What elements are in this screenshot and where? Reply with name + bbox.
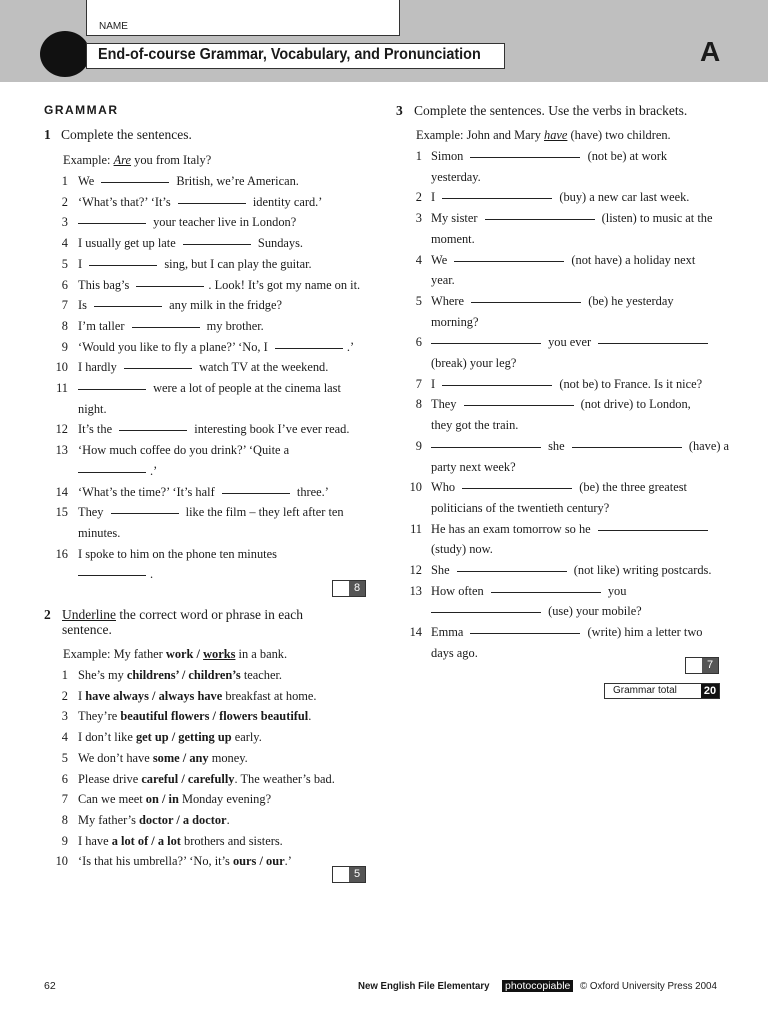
answer-blank[interactable] <box>598 343 708 344</box>
ex1-item-8: I’m taller my brother. <box>78 318 264 333</box>
answer-blank[interactable] <box>462 488 572 489</box>
ex1-item-15-cont: minutes. <box>78 525 121 540</box>
ex2-item-5: We don’t have some / any money. <box>78 750 248 765</box>
ex1-item-6: This bag’s . Look! It’s got my name on it. <box>78 277 361 292</box>
item-number: 13 <box>55 443 68 458</box>
ex3-line-4: moment. <box>431 231 475 246</box>
ex2-item-9: I have a lot of / a lot brothers and sisters. <box>78 833 283 848</box>
item-number: 9 <box>61 833 68 848</box>
item-number: 3 <box>61 709 68 724</box>
ex1-example-answer: Are <box>113 153 132 167</box>
photocopiable-badge: photocopiable <box>502 980 573 992</box>
ex1-item-11: were a lot of people at the cinema last <box>78 381 341 395</box>
answer-blank[interactable] <box>572 447 682 448</box>
option-b[interactable]: any <box>189 750 209 765</box>
answer-blank[interactable] <box>457 571 567 572</box>
item-number: 7 <box>61 298 68 313</box>
answer-blank[interactable] <box>78 472 146 473</box>
ex2-item-8: My father’s doctor / a doctor. <box>78 812 230 827</box>
ex1-item-5: I sing, but I can play the guitar. <box>78 256 312 271</box>
answer-blank[interactable] <box>464 405 574 406</box>
answer-blank[interactable] <box>442 385 552 386</box>
ex3-line-21: How often you <box>431 583 627 598</box>
option-a[interactable]: childrens’ <box>126 668 179 682</box>
answer-blank[interactable] <box>94 306 162 307</box>
ex3-line-13: they got the train. <box>431 418 519 433</box>
item-number: 2 <box>61 688 68 703</box>
ex3-line-16: Who (be) the three greatest <box>431 480 687 495</box>
item-number: 12 <box>409 563 422 577</box>
item-number: 13 <box>409 583 422 598</box>
item-number: 6 <box>61 277 68 292</box>
answer-blank[interactable] <box>178 203 246 204</box>
ex1-item-12: It’s the interesting book I’ve ever read. <box>78 422 350 437</box>
option-a[interactable]: on <box>145 792 159 807</box>
item-number: 11 <box>410 521 422 536</box>
answer-blank[interactable] <box>132 327 200 328</box>
item-number: 10 <box>55 854 68 869</box>
option-b[interactable]: children’s <box>188 668 241 682</box>
ex2-item-2: I have always / always have breakfast at home. <box>78 688 317 703</box>
option-b[interactable]: in <box>168 792 179 807</box>
ex1-number: 1 <box>44 127 51 142</box>
option-b[interactable]: always have <box>158 688 223 703</box>
ex1-instruction: Complete the sentences. <box>61 127 192 142</box>
item-number: 16 <box>55 546 68 561</box>
ex2-item-7: Can we meet on / in Monday evening? <box>78 792 272 807</box>
ex1-item-4: I usually get up late Sundays. <box>78 236 304 251</box>
item-number: 10 <box>409 480 422 495</box>
ex1-item-3: your teacher live in London? <box>78 215 296 229</box>
ex2-item-3: They’re beautiful flowers / flowers beautiful. <box>78 709 312 724</box>
ex3-line-5: We (not have) a holiday next <box>431 252 696 267</box>
option-b[interactable]: carefully <box>187 771 235 786</box>
ex1-item-11-cont: night. <box>78 401 107 416</box>
answer-blank[interactable] <box>78 389 146 390</box>
item-number: 3 <box>61 215 68 230</box>
ex2-score: 5 <box>349 867 365 882</box>
version-letter: A <box>700 36 721 67</box>
ex3-instruction: Complete the sentences. Use the verbs in brackets. <box>414 103 688 118</box>
ex1-item-13-cont: .’ <box>78 464 157 478</box>
item-number: 4 <box>61 730 68 745</box>
ex2-item-6: Please drive careful / carefully. The weather’s bad. <box>78 771 335 786</box>
item-number: 8 <box>61 318 68 333</box>
ex3-line-10: (break) your leg? <box>431 356 517 370</box>
item-number: 14 <box>55 484 68 499</box>
item-number: 3 <box>415 211 422 226</box>
answer-blank[interactable] <box>78 223 146 224</box>
answer-blank[interactable] <box>222 493 290 494</box>
answer-blank[interactable] <box>471 302 581 303</box>
page-title: End-of-course Grammar, Vocabulary, and Pronunciation <box>98 46 481 63</box>
item-number: 15 <box>55 505 68 520</box>
item-number: 12 <box>55 422 68 437</box>
ex3-score-box <box>685 657 719 674</box>
ex3-line-3: My sister (listen) to music at the <box>431 211 713 226</box>
ex3-line-8: morning? <box>431 314 479 329</box>
ex3-line-24: days ago. <box>431 645 478 660</box>
ex2-instruction: Underline the correct word or phrase in each <box>62 607 304 622</box>
answer-blank[interactable] <box>485 219 595 220</box>
item-number: 6 <box>415 335 422 350</box>
answer-blank[interactable] <box>124 368 192 369</box>
item-number: 4 <box>415 252 422 267</box>
item-number: 1 <box>61 174 68 188</box>
section-heading: GRAMMAR <box>44 103 119 117</box>
ex2-item-4: I don’t like get up / getting up early. <box>78 730 262 745</box>
ex3-line-11: I (not be) to France. Is it nice? <box>431 376 703 391</box>
option-b[interactable]: our <box>266 854 285 869</box>
answer-blank[interactable] <box>111 513 179 514</box>
item-number: 11 <box>56 381 68 395</box>
answer-blank[interactable] <box>119 430 187 431</box>
option-a[interactable]: some <box>152 750 180 765</box>
option-b[interactable]: flowers beautiful <box>219 709 309 724</box>
ex2-example: Example: My father work / works in a bank. <box>63 647 288 661</box>
ex3-line-22: (use) your mobile? <box>431 604 642 618</box>
answer-blank[interactable] <box>470 633 580 634</box>
option-a[interactable]: beautiful flowers <box>120 709 210 724</box>
header-dot-decoration <box>40 31 90 77</box>
ex3-line-7: Where (be) he yesterday <box>431 293 674 308</box>
item-number: 4 <box>61 236 68 251</box>
ex3-line-20: She (not like) writing postcards. <box>431 563 712 577</box>
ex1-score-box <box>332 580 366 597</box>
item-number: 5 <box>61 256 68 271</box>
option-a[interactable]: get up <box>135 730 169 745</box>
ex3-line-12: They (not drive) to London, <box>431 397 691 412</box>
ex2-item-10: ‘Is that his umbrella?’ ‘No, it’s ours / our.’ <box>78 854 292 869</box>
answer-blank[interactable] <box>431 447 541 448</box>
item-number: 7 <box>61 792 68 807</box>
ex2-number: 2 <box>44 607 51 622</box>
item-number: 6 <box>61 771 68 786</box>
ex2-instruction-line2: sentence. <box>62 622 112 637</box>
option-b[interactable]: getting up <box>178 730 232 745</box>
ex1-item-15: They like the film – they left after ten <box>78 505 344 520</box>
grammar-total-value: 20 <box>701 684 719 698</box>
ex1-item-13: ‘How much coffee do you drink?’ ‘Quite a <box>78 443 290 458</box>
ex3-line-23: Emma (write) him a letter two <box>431 625 703 640</box>
item-number: 1 <box>61 668 68 682</box>
item-number: 1 <box>415 149 422 163</box>
ex2-score-box <box>332 866 366 883</box>
ex3-number: 3 <box>396 103 403 118</box>
ex1-item-16-cont: . <box>78 567 153 581</box>
item-number: 5 <box>61 750 68 765</box>
item-number: 7 <box>415 376 422 391</box>
answer-blank[interactable] <box>454 261 564 262</box>
answer-blank[interactable] <box>491 592 601 593</box>
item-number: 8 <box>415 397 422 412</box>
answer-blank[interactable] <box>101 182 169 183</box>
ex3-line-2: I (buy) a new car last week. <box>431 190 690 205</box>
ex1-item-10: I hardly watch TV at the weekend. <box>78 360 329 375</box>
ex3-example-answer: have <box>544 128 568 142</box>
answer-blank[interactable] <box>275 348 343 349</box>
answer-blank[interactable] <box>431 343 541 344</box>
item-number: 2 <box>61 194 68 209</box>
ex3-line-9: you ever <box>431 335 712 349</box>
ex1-item-7: Is any milk in the fridge? <box>78 298 283 313</box>
copyright: © Oxford University Press 2004 <box>580 980 717 992</box>
answer-blank[interactable] <box>442 198 552 199</box>
item-number: 10 <box>55 360 68 375</box>
name-field[interactable] <box>86 0 400 36</box>
title-box <box>86 43 505 69</box>
option-b[interactable]: a lot <box>157 833 181 848</box>
option-a[interactable]: doctor <box>139 812 174 827</box>
ex3-line-15: party next week? <box>431 459 516 474</box>
item-number: 14 <box>409 625 422 640</box>
ex1-item-14: ‘What’s the time?’ ‘It’s half three.’ <box>78 484 329 499</box>
book-title: New English File Elementary <box>358 980 490 992</box>
option-a[interactable]: careful <box>141 771 179 786</box>
ex3-line-18: He has an exam tomorrow so he <box>431 522 712 536</box>
ex3-line-6: year. <box>431 273 455 288</box>
option-a[interactable]: ours <box>232 854 257 869</box>
item-number: 8 <box>61 812 68 827</box>
item-number: 5 <box>415 293 422 308</box>
ex3-line-17: politicians of the twentieth century? <box>431 500 610 515</box>
grammar-total-label: Grammar total <box>613 685 677 696</box>
name-label: NAME <box>99 21 128 32</box>
ex3-line-1: yesterday. <box>431 169 481 184</box>
ex1-item-2: ‘What’s that?’ ‘It’s identity card.’ <box>78 194 323 209</box>
ex1-item-1: We British, we’re American. <box>78 174 299 188</box>
ex2-item-1: She’s my childrens’ / children’s teacher. <box>78 668 283 682</box>
ex1-score: 8 <box>349 581 365 596</box>
ex1-example: Example: Are you from Italy? <box>63 153 212 167</box>
option-b[interactable]: a doctor <box>182 812 227 827</box>
ex1-item-16: I spoke to him on the phone ten minutes <box>78 546 277 561</box>
answer-blank[interactable] <box>78 575 146 576</box>
answer-blank[interactable] <box>183 244 251 245</box>
answer-blank[interactable] <box>598 530 708 531</box>
page-number: 62 <box>44 980 56 992</box>
ex3-line-19: (study) now. <box>431 542 493 557</box>
ex1-item-9: ‘Would you like to fly a plane?’ ‘No, I .’ <box>78 339 355 354</box>
ex3-score: 7 <box>702 658 718 673</box>
answer-blank[interactable] <box>89 265 157 266</box>
item-number: 9 <box>415 438 422 453</box>
option-a[interactable]: have always <box>85 688 149 703</box>
answer-blank[interactable] <box>431 612 541 613</box>
ex3-example: Example: John and Mary have (have) two children. <box>416 128 671 142</box>
item-number: 9 <box>61 339 68 354</box>
item-number: 2 <box>415 190 422 205</box>
grammar-total-box <box>604 683 720 699</box>
option-a[interactable]: a lot of <box>111 833 149 848</box>
answer-blank[interactable] <box>136 286 204 287</box>
ex3-line-14: she (have) a <box>431 439 729 453</box>
answer-blank[interactable] <box>470 157 580 158</box>
ex3-line-0: Simon (not be) at work <box>431 149 668 163</box>
